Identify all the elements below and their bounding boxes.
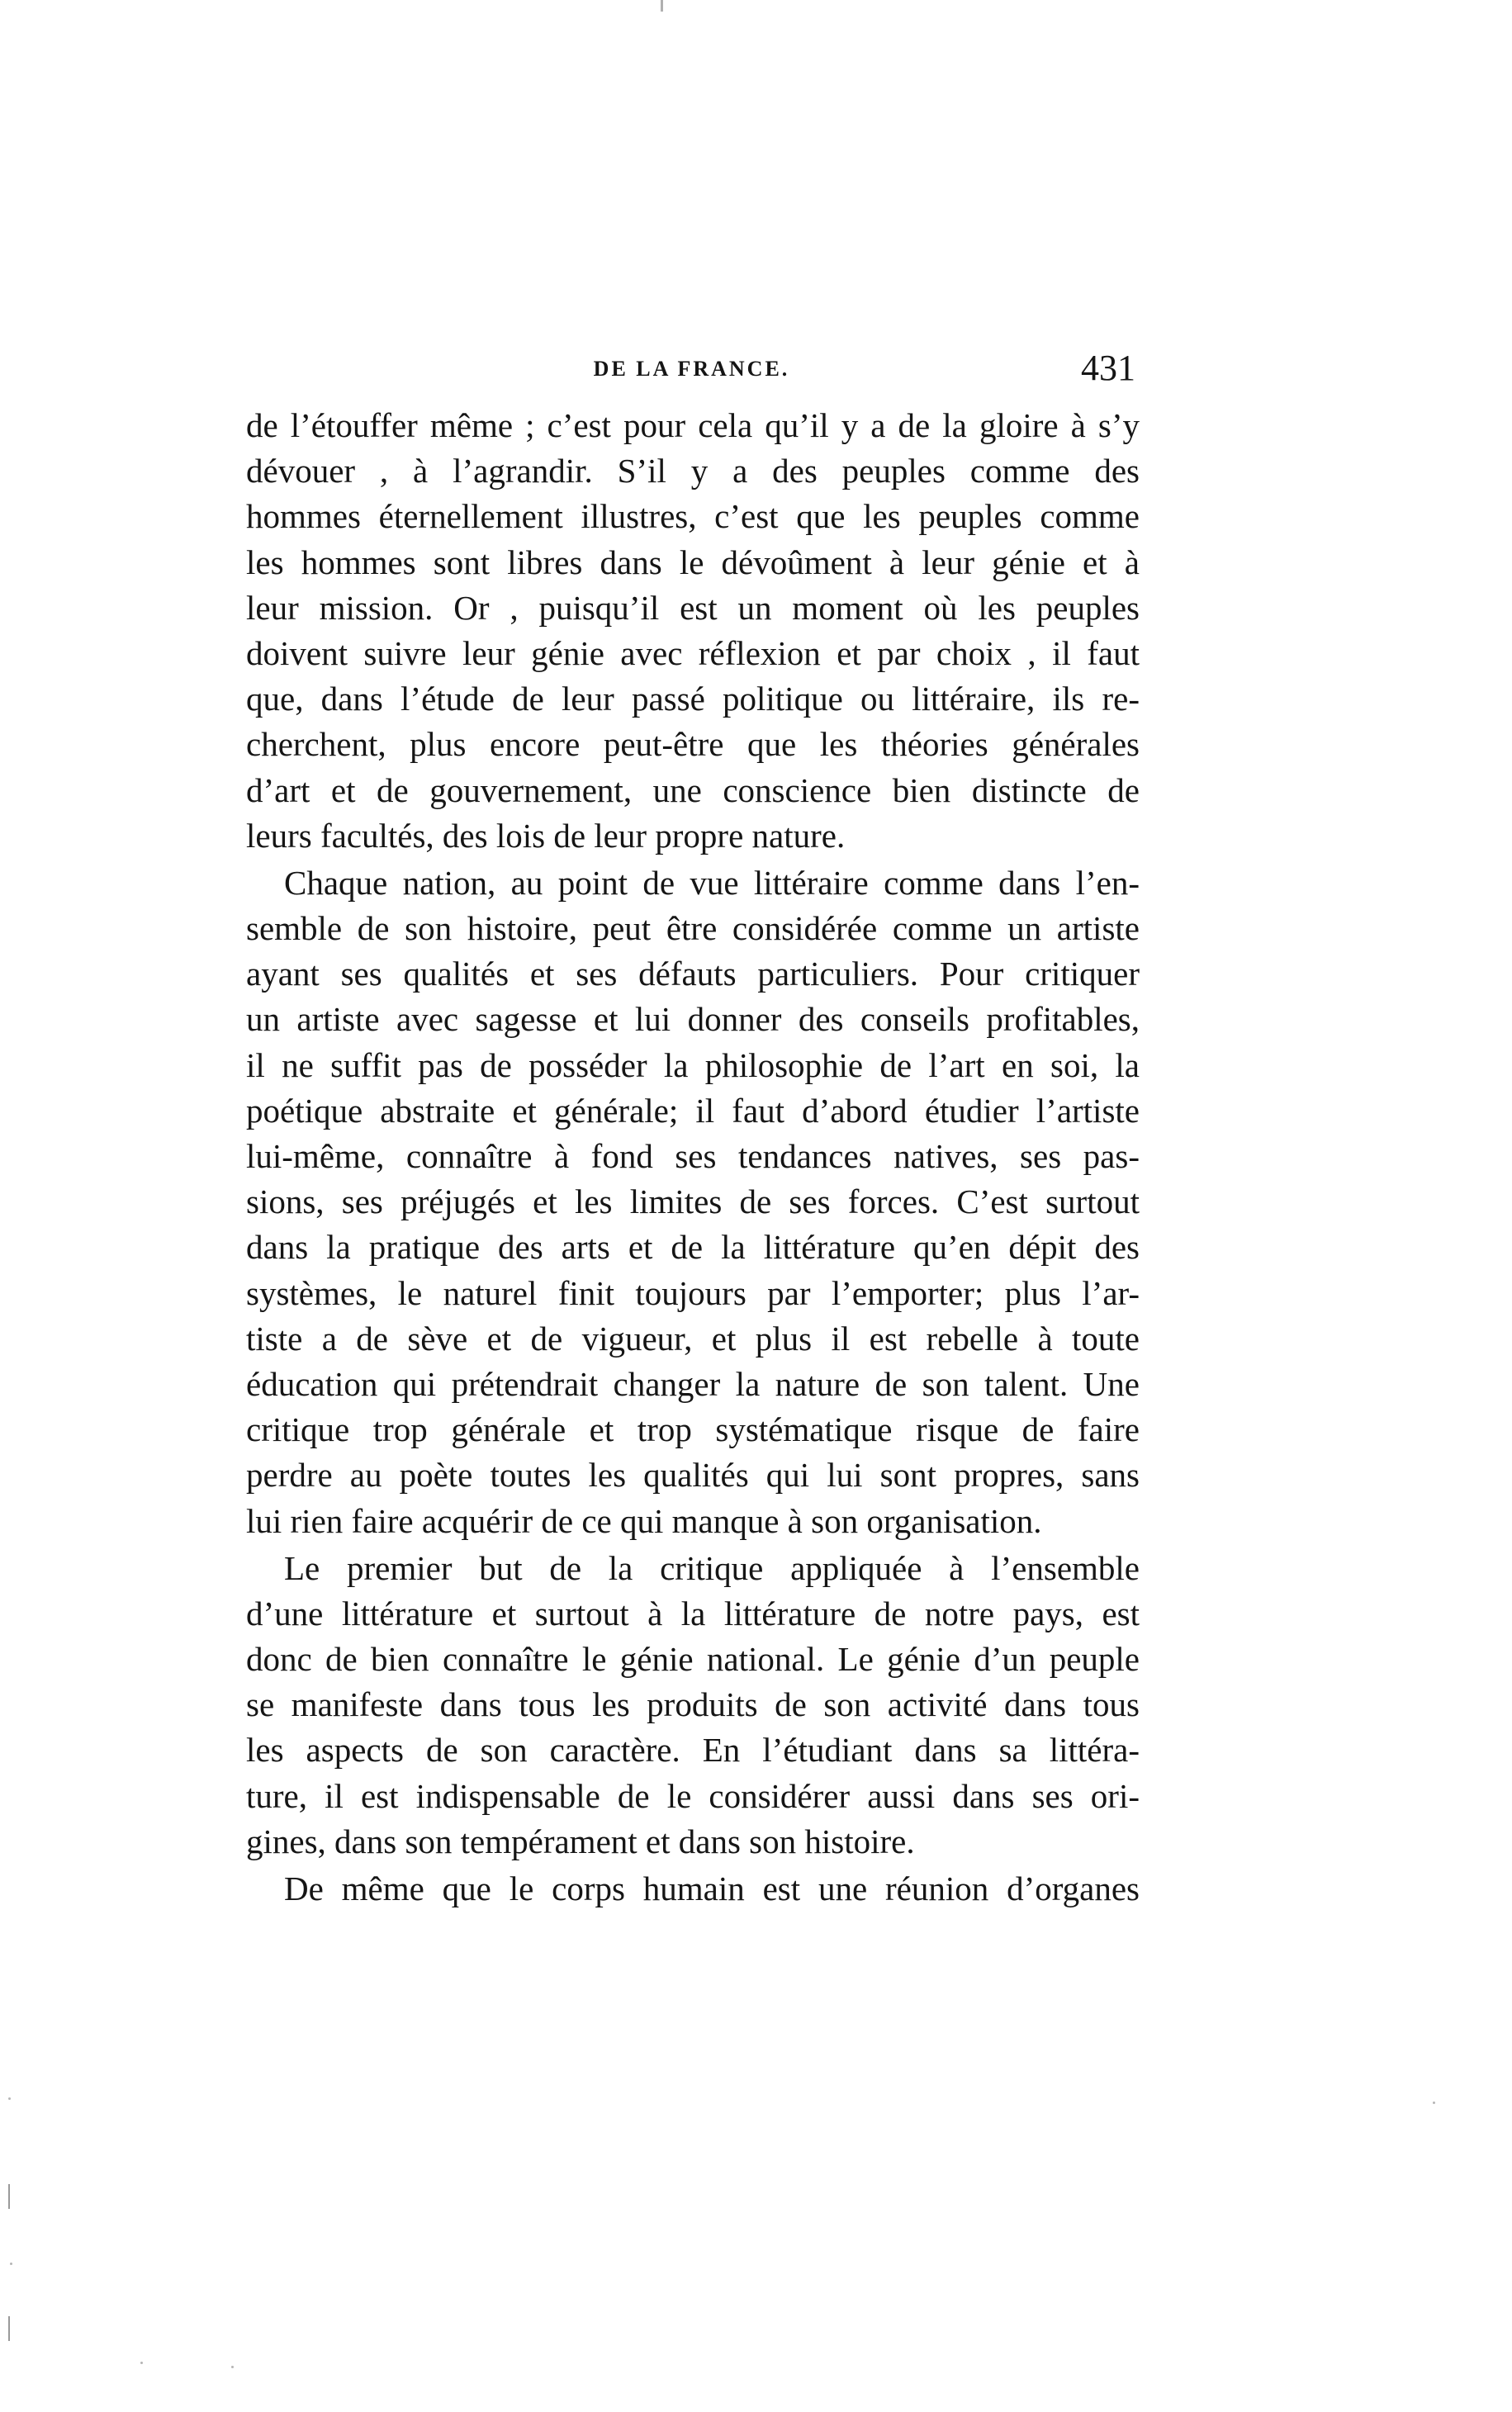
text-line: semble de son histoire, peut être considérée comme un artiste: [246, 909, 1140, 948]
text-line: il ne suffit pas de posséder la philosophie de l’art en soi, la: [246, 1045, 1140, 1084]
paragraph-1: [246, 403, 1140, 859]
text-line: gines, dans son tempérament et dans son histoire.: [246, 1822, 915, 1860]
text-line: leurs facultés, des lois de leur propre nature.: [246, 816, 846, 855]
text-line: éducation qui prétendrait changer la nature de son talent. Une: [246, 1364, 1140, 1403]
text-line: dans la pratique des arts et de la littérature qu’en dépit des: [246, 1228, 1140, 1267]
page-number: 431: [1081, 348, 1135, 388]
text-line: sions, ses préjugés et les limites de ses forces. C’est surtout: [246, 1182, 1140, 1221]
text-line: ture, il est indispensable de le considérer aussi dans ses ori-: [246, 1776, 1140, 1815]
text-line: les aspects de son caractère. En l’étudiant dans sa littéra-: [246, 1731, 1140, 1770]
text-line: doivent suivre leur génie avec réflexion et par choix , il faut: [246, 633, 1140, 672]
body-text: [246, 403, 1140, 1912]
scan-margin-mark: [8, 2184, 10, 2209]
text-line: d’art et de gouvernement, une conscience bien distincte de: [246, 770, 1140, 809]
text-line: critique trop générale et trop systématique risque de faire: [246, 1410, 1140, 1449]
scan-speck: [1433, 2102, 1435, 2104]
text-line: leur mission. Or , puisqu’il est un moment où les peuples: [246, 588, 1140, 627]
text-line: se manifeste dans tous les produits de son activité dans tous: [246, 1685, 1140, 1724]
text-line: ayant ses qualités et ses défauts particuliers. Pour critiquer: [246, 955, 1140, 993]
text-line: hommes éternellement illustres, c’est que les peuples comme: [246, 497, 1140, 536]
text-line: les hommes sont libres dans le dévoûment à leur génie et à: [246, 543, 1140, 581]
text-line: cherchent, plus encore peut-être que les théories générales: [246, 725, 1140, 764]
paragraph-4: [246, 1866, 1140, 1912]
text-line: Le premier but de la critique appliquée à l’ensemble: [284, 1548, 1140, 1587]
scan-artifact-mark: [661, 0, 663, 12]
running-head: [248, 347, 1135, 396]
text-line: que, dans l’étude de leur passé politique ou littéraire, ils re-: [246, 680, 1140, 718]
scan-speck: [231, 2366, 234, 2368]
text-line: donc de bien connaître le génie national. Le génie d’un peuple: [246, 1640, 1140, 1679]
text-line: dévouer , à l’agrandir. S’il y a des peuples comme des: [246, 452, 1140, 490]
running-title: DE LA FRANCE.: [593, 357, 790, 381]
text-line: un artiste avec sagesse et lui donner des conseils profitables,: [246, 1000, 1140, 1039]
scan-speck: [8, 2097, 11, 2100]
text-line: Chaque nation, au point de vue littéraire comme dans l’en-: [284, 863, 1140, 902]
text-line: tiste a de sève et de vigueur, et plus il est rebelle à toute: [246, 1319, 1140, 1358]
text-line: lui-même, connaître à fond ses tendances natives, ses pas-: [246, 1137, 1140, 1175]
scan-margin-mark: [8, 2316, 10, 2341]
text-line: de l’étouffer même ; c’est pour cela qu’il y a de la gloire à s’y: [246, 406, 1140, 444]
paragraph-3: [246, 1546, 1140, 1865]
scan-speck: [10, 2263, 12, 2265]
text-line: lui rien faire acquérir de ce qui manque à son organisation.: [246, 1501, 1042, 1540]
scan-speck: [140, 2362, 143, 2364]
text-line: De même que le corps humain est une réunion d’organes: [284, 1869, 1140, 1907]
text-line: perdre au poète toutes les qualités qui lui sont propres, sans: [246, 1456, 1140, 1495]
text-line: systèmes, le naturel finit toujours par l’emporter; plus l’ar-: [246, 1273, 1140, 1312]
paragraph-2: [246, 860, 1140, 1544]
text-line: poétique abstraite et générale; il faut d’abord étudier l’artiste: [246, 1091, 1140, 1130]
text-line: d’une littérature et surtout à la littérature de notre pays, est: [246, 1594, 1140, 1632]
